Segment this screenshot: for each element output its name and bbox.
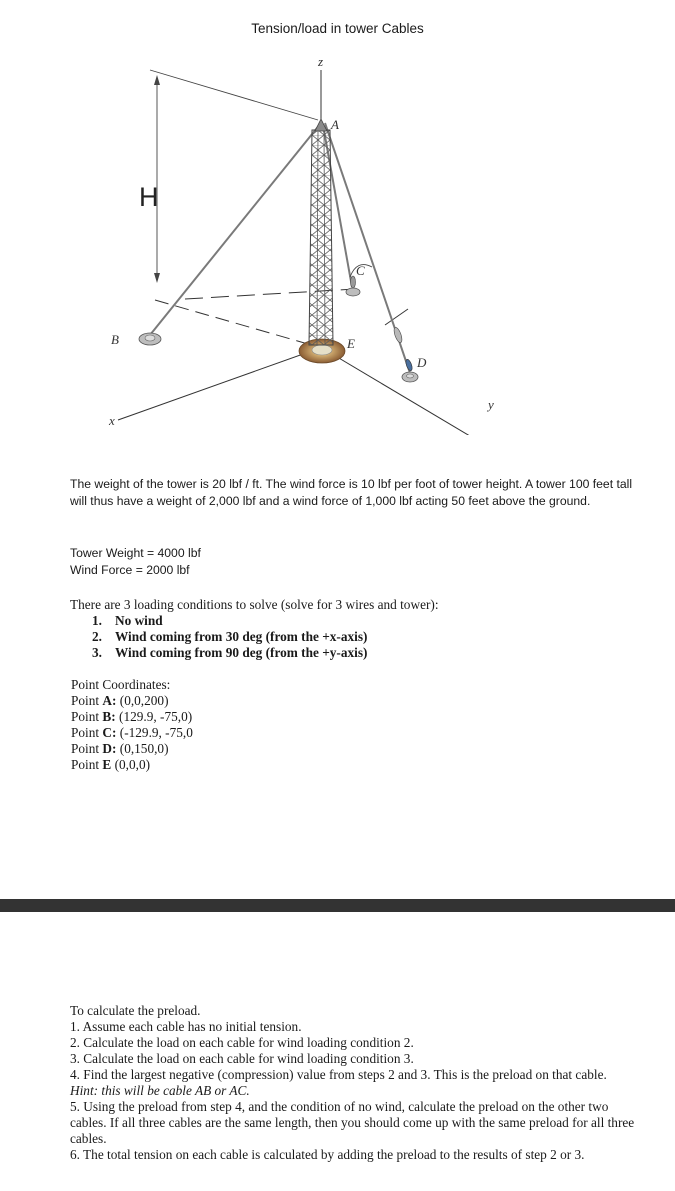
label-a: A	[331, 117, 339, 132]
anchor-d	[402, 372, 418, 382]
label-z: z	[318, 54, 324, 69]
page-title: Tension/load in tower Cables	[251, 21, 424, 36]
preload-step-4: 4. Find the largest negative (compression) value from steps 2 and 3. This is the preload on that cable.	[70, 1067, 607, 1082]
y-axis	[322, 348, 485, 435]
turnbuckle-d2	[405, 359, 414, 372]
point-b: Point B: (129.9, -75,0)	[71, 709, 193, 724]
point-e: Point E (0,0,0)	[71, 757, 151, 772]
cable-ab	[150, 123, 321, 335]
tower-weight: Tower Weight = 4000 lbf	[70, 546, 201, 560]
page-divider	[0, 899, 675, 912]
label-d: D	[417, 355, 427, 370]
label-b: B	[111, 332, 119, 347]
label-x: x	[109, 413, 115, 428]
point-d: Point D: (0,150,0)	[71, 741, 169, 756]
anchor-c	[346, 288, 360, 296]
loading-intro: There are 3 loading conditions to solve (solve for 3 wires and tower):	[70, 597, 439, 612]
problem-description: The weight of the tower is 20 lbf / ft. The wind force is 10 lbf per foot of tower height. A tower 100 feet tall will thus have a weight of 2,000 lbf and a wind force of 1,000 lbf acting 50 feet above the ground.	[70, 477, 633, 508]
label-e: E	[347, 336, 355, 351]
label-y: y	[488, 397, 494, 412]
h-top-line	[150, 70, 318, 120]
label-c: C	[356, 263, 365, 278]
point-c: Point C: (-129.9, -75,0	[71, 725, 193, 740]
list-item: 2. Wind coming from 30 deg (from the +x-axis)	[92, 629, 368, 644]
turnbuckle-d	[392, 326, 403, 343]
preload-instructions	[70, 1003, 645, 1163]
preload-step-6: 6. The total tension on each cable is calculated by adding the preload to the results of step 2 or 3.	[70, 1147, 585, 1162]
coords-heading: Point Coordinates:	[71, 677, 171, 692]
list-item: 3. Wind coming from 90 deg (from the +y-axis)	[92, 645, 368, 660]
preload-step-1: 1. Assume each cable has no initial tension.	[70, 1019, 302, 1034]
preload-step-3: 3. Calculate the load on each cable for wind loading condition 3.	[70, 1051, 414, 1066]
preload-step-2: 2. Calculate the load on each cable for wind loading condition 2.	[70, 1035, 414, 1050]
tower-cable-diagram	[0, 45, 675, 435]
point-a: Point A: (0,0,200)	[71, 693, 169, 708]
wind-force: Wind Force = 2000 lbf	[70, 563, 190, 577]
ground-line-b	[155, 300, 322, 348]
anchor-b	[139, 333, 161, 345]
preload-step-4-hint: Hint: this will be cable AB or AC.	[70, 1083, 250, 1098]
x-axis	[118, 348, 320, 420]
given-values	[70, 545, 201, 579]
turnbuckle-c	[351, 276, 356, 288]
tower	[309, 130, 333, 345]
list-item: 1. No wind	[92, 613, 163, 628]
preload-step-5: 5. Using the preload from step 4, and the condition of no wind, calculate the preload on the other two cables. If all three cables are the same length, then you should come up with the same preload for all three cables.	[70, 1099, 635, 1146]
loading-conditions-list	[92, 613, 367, 661]
point-coordinates	[71, 677, 193, 773]
label-h: H	[139, 182, 159, 212]
preload-heading: To calculate the preload.	[70, 1003, 201, 1018]
